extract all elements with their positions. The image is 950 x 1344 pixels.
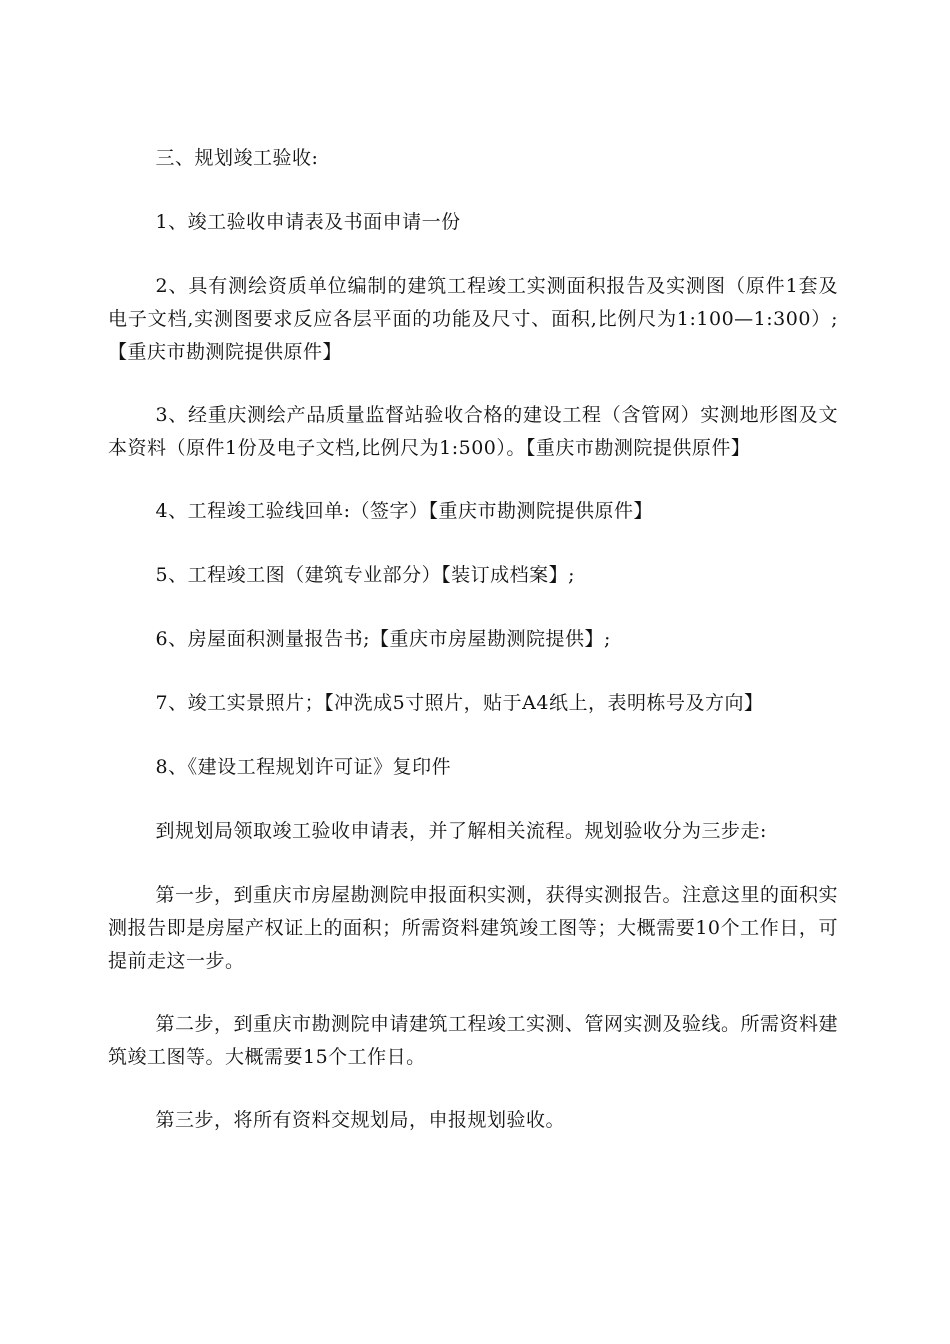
list-item: 8、《建设工程规划许可证》复印件 <box>155 756 452 778</box>
list-item: 2、具有测绘资质单位编制的建筑工程竣工实测面积报告及实测图（原件1套及电子文档,实测图要求反应各层平面的功能及尺寸、面积,比例尺为1:100—1:300）;【重庆市勘测院提供原件】 <box>108 275 838 363</box>
step-paragraph: 第一步，到重庆市房屋勘测院申报面积实测，获得实测报告。注意这里的面积实测报告即是房屋产权证上的面积；所需资料建筑竣工图等；大概需要10个工作日，可提前走这一步。 <box>108 884 839 972</box>
list-item: 7、竣工实景照片；【冲洗成5寸照片，贴于A4纸上，表明栋号及方向】 <box>155 692 764 714</box>
document-body <box>108 142 838 1168</box>
list-item: 4、工程竣工验线回单:（签字）【重庆市勘测院提供原件】 <box>155 500 653 522</box>
body-paragraph: 到规划局领取竣工验收申请表，并了解相关流程。规划验收分为三步走: <box>155 820 767 842</box>
step-paragraph: 第二步，到重庆市勘测院申请建筑工程竣工实测、管网实测及验线。所需资料建筑竣工图等。大概需要15个工作日。 <box>108 1013 839 1068</box>
list-item: 6、房屋面积测量报告书;【重庆市房屋勘测院提供】; <box>155 628 611 650</box>
list-item: 3、经重庆测绘产品质量监督站验收合格的建设工程（含管网）实测地形图及文本资料（原件1份及电子文档,比例尺为1:500）。【重庆市勘测院提供原件】 <box>108 404 838 459</box>
list-item: 5、工程竣工图（建筑专业部分）【装订成档案】; <box>155 564 575 586</box>
step-paragraph: 第三步，将所有资料交规划局，申报规划验收。 <box>155 1109 566 1131</box>
section-heading: 三、规划竣工验收: <box>155 147 319 169</box>
list-item: 1、竣工验收申请表及书面申请一份 <box>155 211 461 233</box>
